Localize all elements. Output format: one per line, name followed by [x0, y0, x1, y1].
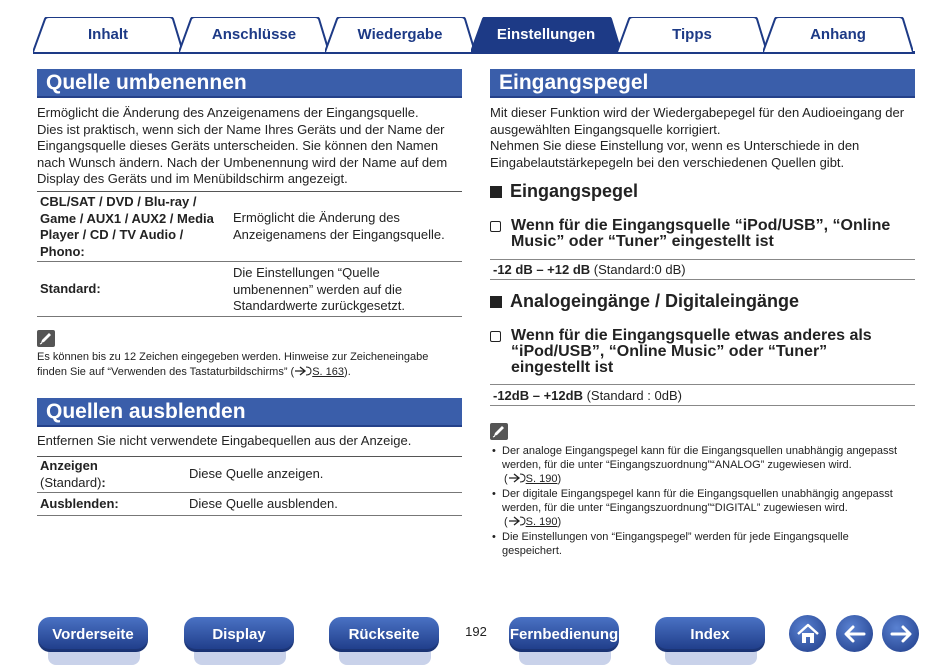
page-link[interactable]: S. 163: [312, 365, 345, 378]
checkbox-icon: [490, 331, 501, 342]
note-line: werden, für die unter “Eingangszuordnung”“ANALOG” zugewiesen wird.: [502, 459, 852, 471]
page-number: 192: [465, 624, 487, 639]
key-colon: :: [101, 474, 106, 490]
text-line: Eingabelautstärkepegeln bei den verschiedenen Quellen gibt.: [490, 154, 845, 170]
key-normal: (Standard): [40, 474, 102, 490]
note-line: werden, für die unter “Eingangszuordnung”“DIGITAL” zugewiesen wird.: [502, 502, 848, 514]
tab-einstellungen[interactable]: [471, 17, 621, 52]
text-line: nach Wunsch ändern. Nach der Umbenennung wird der Name auf dem: [37, 154, 448, 170]
page-link[interactable]: S. 190: [525, 516, 558, 528]
table-key: [40, 458, 106, 491]
tab-label: Anschlüsse: [211, 26, 297, 43]
section-title-quelle-umbenennen: [37, 69, 462, 98]
reference-arrow-icon: [294, 366, 312, 376]
section-title-quellen-ausblenden: [37, 398, 462, 427]
index-button[interactable]: [655, 617, 765, 652]
range-bold: -12dB – +12dB: [493, 387, 583, 403]
range-value-1: [490, 259, 915, 280]
note-icon: [490, 423, 508, 440]
section-title-eingangspegel: [490, 69, 915, 98]
note-ref: [502, 515, 920, 529]
value-line: Anzeigenamens der Eingangsquelle.: [233, 226, 445, 242]
text-line: Ermöglicht die Änderung des Anzeigenamens der Eingangsquelle.: [37, 105, 419, 120]
display-button[interactable]: [184, 617, 294, 652]
note-line: • Die Einstellungen von “Eingangspegel” werden für jede Eingangsquelle: [502, 531, 849, 543]
key-line: CBL/SAT / DVD / Blu-ray /: [40, 194, 197, 209]
tab-label: Tipps: [672, 26, 712, 43]
range-bold: -12 dB – +12 dB: [493, 262, 591, 277]
eingangspegel-description: [490, 105, 920, 171]
text-line: Eingangsquelle dieses Geräts unterscheiden. Sie können den Namen: [37, 138, 439, 153]
button-shadow: [48, 650, 140, 665]
condition-ipod-usb: [490, 218, 920, 250]
key-line: Phono:: [40, 243, 85, 259]
condition-line: “iPod/USB”, “Online Music” oder “Tuner”: [511, 343, 828, 360]
table-key: Standard:: [40, 281, 101, 296]
subheading-analog-digital: [490, 291, 799, 312]
back-button[interactable]: [836, 615, 873, 652]
tab-tipps[interactable]: [617, 17, 767, 52]
button-label: Index: [690, 626, 730, 643]
checkbox-icon: [490, 221, 501, 232]
table-row: [37, 192, 462, 262]
back-arrow-icon: [842, 621, 868, 647]
list-item: [490, 444, 920, 486]
list-item: [490, 530, 920, 558]
home-icon: [795, 621, 821, 647]
reference-arrow-icon: [508, 473, 526, 483]
rename-table: [37, 191, 462, 317]
note-line: gespeichert.: [502, 545, 562, 557]
section-title-text: Quellen ausblenden: [46, 399, 246, 423]
table-value: [233, 210, 459, 243]
tab-label: Inhalt: [88, 26, 128, 43]
range-value-2: [490, 384, 915, 406]
tab-wiedergabe[interactable]: [325, 17, 475, 52]
button-shadow: [194, 650, 286, 665]
text-line: ausgewählten Eingangsquelle korrigiert.: [490, 121, 721, 137]
note-text: finden Sie auf “Verwenden des Tastaturbildschirms” (: [37, 365, 295, 378]
condition-other: [490, 328, 920, 376]
hide-table: [37, 456, 462, 516]
text-line: Mit dieser Funktion wird der Wiedergabepegel für den Audioeingang der: [490, 105, 905, 120]
table-key: [40, 194, 230, 260]
range-default: (Standard:0 dB): [590, 262, 686, 277]
square-bullet-icon: [490, 296, 502, 308]
button-shadow: [665, 650, 757, 665]
key-line: [40, 475, 106, 492]
paren: (: [504, 516, 508, 528]
button-shadow: [519, 650, 611, 665]
button-label: Vorderseite: [52, 626, 134, 643]
condition-line: Music” oder “Tuner” eingestellt ist: [511, 233, 774, 250]
note-line: Es können bis zu 12 Zeichen eingegeben werden. Hinweise zur Zeicheneingabe: [37, 351, 429, 363]
key-line: Game / AUX1 / AUX2 / Media: [40, 210, 214, 226]
subheading-text: Eingangspegel: [510, 181, 639, 201]
tab-bar: [33, 17, 915, 54]
page-link[interactable]: S. 190: [525, 473, 558, 485]
note-ref: [502, 472, 920, 486]
paren: ): [557, 516, 562, 528]
note-icon: [37, 330, 55, 347]
tab-anschluesse[interactable]: [179, 17, 329, 52]
section-title-text: Quelle umbenennen: [46, 70, 247, 94]
list-item: [490, 487, 920, 529]
vorderseite-button[interactable]: [38, 617, 148, 652]
note-line: • Der analoge Eingangspegel kann für die Eingangsquellen unabhängig angepasst: [502, 445, 898, 457]
forward-button[interactable]: [882, 615, 919, 652]
button-label: Fernbedienung: [509, 626, 619, 643]
rename-description: [37, 105, 467, 188]
note-line-2: [37, 365, 467, 380]
section-title-text: Eingangspegel: [499, 70, 649, 94]
paren: ): [557, 473, 562, 485]
eingangspegel-notes: [490, 444, 920, 559]
tab-label: Einstellungen: [496, 26, 596, 43]
square-bullet-icon: [490, 186, 502, 198]
reference-arrow-icon: [508, 516, 526, 526]
key-line: Anzeigen: [40, 458, 98, 473]
condition-line: Wenn für die Eingangsquelle “iPod/USB”, “Online: [511, 217, 891, 234]
value-line: Ermöglicht die Änderung des: [233, 210, 400, 225]
tab-label: Wiedergabe: [357, 26, 443, 43]
range-default: (Standard : 0dB): [582, 387, 682, 403]
subheading-eingangspegel: [490, 181, 638, 202]
value-line: umbenennen” werden auf die: [233, 281, 403, 297]
forward-arrow-icon: [888, 621, 914, 647]
rename-note: [37, 350, 467, 379]
button-label: Display: [212, 626, 266, 643]
note-text: ).: [344, 365, 351, 378]
table-value: [233, 265, 459, 315]
table-row: [37, 262, 462, 317]
button-label: Rückseite: [348, 626, 420, 643]
text-line: Display des Geräts und im Menübildschirm angezeigt.: [37, 171, 348, 186]
table-key: Ausblenden:: [40, 496, 119, 511]
value-line: Standardwerte zurückgesetzt.: [233, 298, 405, 313]
table-row: [37, 457, 462, 493]
home-button[interactable]: [789, 615, 826, 652]
table-value: Diese Quelle ausblenden.: [189, 496, 338, 511]
tab-inhalt[interactable]: [33, 17, 183, 52]
subheading-text: Analogeingänge / Digitaleingänge: [510, 291, 800, 311]
tab-anhang[interactable]: [763, 17, 913, 52]
table-row: [37, 493, 462, 516]
button-shadow: [339, 650, 431, 665]
hide-description: Entfernen Sie nicht verwendete Eingabequellen aus der Anzeige.: [37, 433, 412, 448]
text-line: Dies ist praktisch, wenn sich der Name Ihres Geräts und der Name der: [37, 121, 445, 137]
table-value: Diese Quelle anzeigen.: [189, 466, 324, 481]
note-line: • Der digitale Eingangspegel kann für die Eingangsquellen unabhängig angepasst: [502, 488, 893, 500]
tab-label: Anhang: [810, 26, 866, 43]
rueckseite-button[interactable]: [329, 617, 439, 652]
key-line: Player / CD / TV Audio /: [40, 227, 184, 242]
paren: (: [504, 473, 508, 485]
value-line: Die Einstellungen “Quelle: [233, 265, 380, 280]
condition-line: Wenn für die Eingangsquelle etwas anderes als: [511, 327, 872, 344]
condition-line: eingestellt ist: [511, 359, 614, 376]
text-line: Nehmen Sie diese Einstellung vor, wenn es Unterschiede in den: [490, 138, 860, 153]
fernbedienung-button[interactable]: [509, 617, 619, 652]
